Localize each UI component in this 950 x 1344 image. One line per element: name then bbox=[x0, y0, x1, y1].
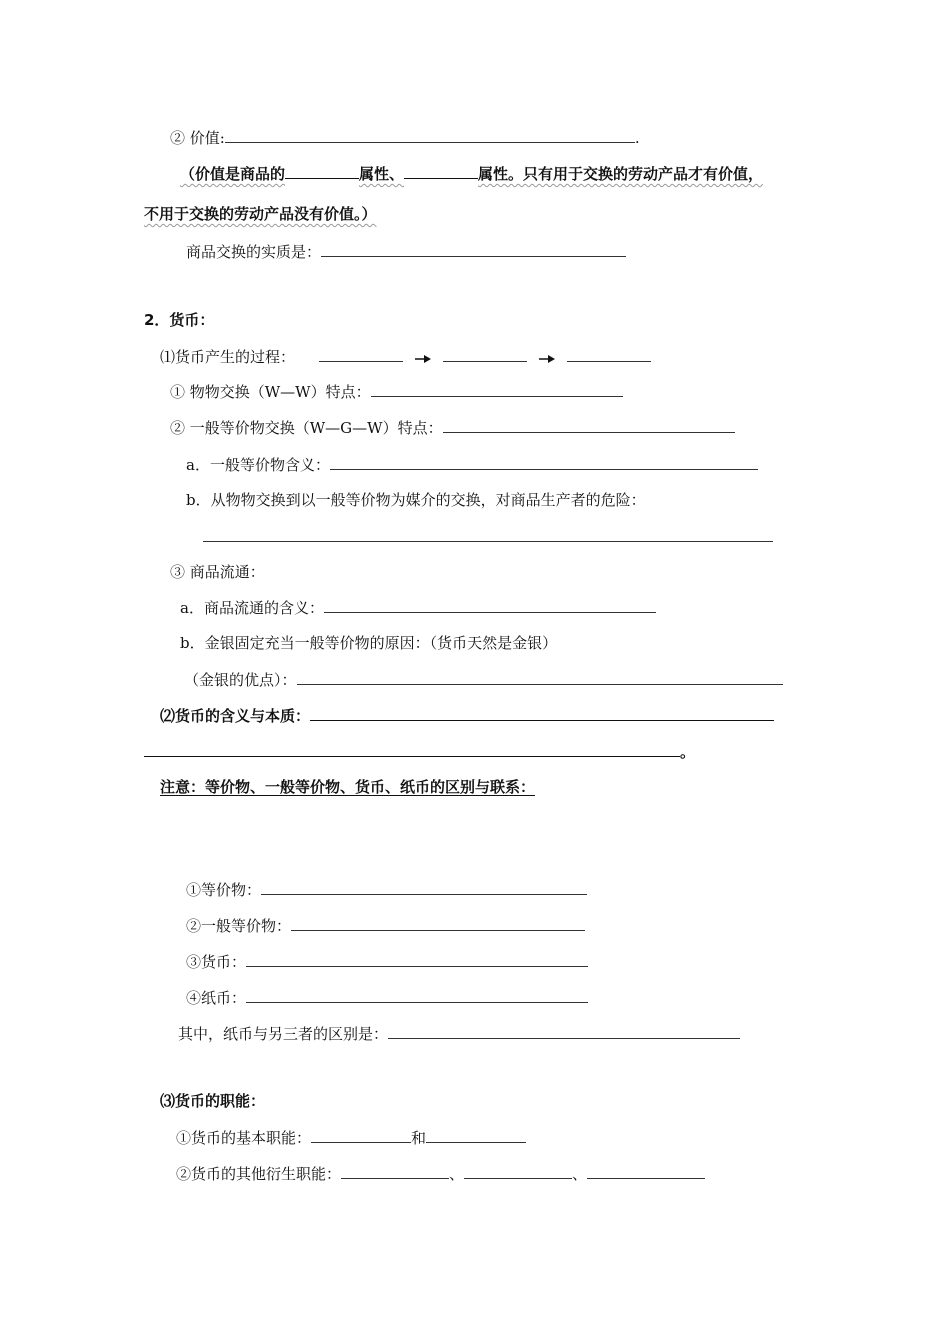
general-equivalent-blank[interactable] bbox=[291, 915, 585, 931]
gold-silver-reason-line: b．金银固定充当一般等价物的原因：（货币天然是金银） bbox=[180, 634, 558, 652]
origin-stage-blank-3[interactable] bbox=[567, 346, 651, 362]
origin-stage-blank-1[interactable] bbox=[319, 346, 403, 362]
money-essence-line: ⑵货币的含义与本质： bbox=[160, 705, 774, 725]
currency-blank[interactable] bbox=[246, 951, 588, 967]
producer-risk-answer-line bbox=[203, 526, 773, 546]
derived-function-blank-1[interactable] bbox=[341, 1163, 449, 1179]
circulation-meaning-blank[interactable] bbox=[324, 597, 656, 613]
derived-function-blank-2[interactable] bbox=[464, 1163, 572, 1179]
basic-functions-line: ①货币的基本职能： 和 bbox=[176, 1127, 526, 1147]
paper-money-difference-blank[interactable] bbox=[388, 1023, 740, 1039]
producer-risk-line: b．从物物交换到以一般等价物为媒介的交换，对商品生产者的危险： bbox=[186, 491, 646, 509]
value-attribute-blank-1[interactable] bbox=[285, 163, 359, 179]
basic-function-blank-1[interactable] bbox=[311, 1127, 411, 1143]
money-functions-heading: ⑶货币的职能： bbox=[160, 1092, 266, 1110]
producer-risk-blank[interactable] bbox=[203, 526, 773, 542]
money-essence-blank[interactable] bbox=[310, 705, 774, 721]
right-arrow-icon bbox=[527, 348, 567, 368]
section-2-heading: 2．货币： bbox=[144, 311, 215, 329]
exchange-essence-line: 商品交换的实质是： bbox=[186, 241, 626, 261]
value-line: ② 价值: . bbox=[170, 129, 640, 147]
value-note-line: （价值是商品的 属性、 属性。只有用于交换的劳动产品才有价值， bbox=[180, 165, 764, 183]
general-equivalent-exchange-line: ② 一般等价物交换（W—G—W）特点： bbox=[170, 417, 735, 437]
value-attribute-blank-2[interactable] bbox=[404, 163, 478, 179]
currency-line: ③货币： bbox=[186, 951, 588, 971]
paper-money-difference-line: 其中，纸币与另三者的区别是： bbox=[178, 1023, 740, 1043]
note-heading: 注意：等价物、一般等价物、货币、纸币的区别与联系： bbox=[160, 778, 536, 796]
general-equivalent-exchange-blank[interactable] bbox=[443, 417, 735, 433]
general-equivalent-meaning-blank[interactable] bbox=[330, 454, 758, 470]
barter-blank[interactable] bbox=[371, 381, 623, 397]
commodity-circulation-heading: ③ 商品流通： bbox=[170, 563, 265, 581]
gold-silver-advantage-line: （金银的优点）： bbox=[184, 669, 783, 689]
basic-function-blank-2[interactable] bbox=[426, 1127, 526, 1143]
value-note-line-2: 不用于交换的劳动产品没有价值。） bbox=[144, 205, 377, 223]
value-label: ② 价值: bbox=[170, 129, 225, 147]
gold-silver-advantage-blank[interactable] bbox=[297, 669, 783, 685]
money-essence-blank-2[interactable] bbox=[144, 741, 680, 757]
general-equivalent-line: ②一般等价物： bbox=[186, 915, 585, 935]
right-arrow-icon bbox=[403, 348, 443, 368]
equivalent-line: ①等价物： bbox=[186, 879, 587, 899]
general-equivalent-meaning-line: a．一般等价物含义： bbox=[186, 454, 758, 474]
derived-function-blank-3[interactable] bbox=[587, 1163, 705, 1179]
paper-money-line: ④纸币： bbox=[186, 987, 588, 1007]
origin-stage-blank-2[interactable] bbox=[443, 346, 527, 362]
value-blank[interactable] bbox=[225, 127, 635, 143]
circulation-meaning-line: a．商品流通的含义： bbox=[180, 597, 656, 617]
paper-money-blank[interactable] bbox=[246, 987, 588, 1003]
money-essence-line-2: 。 bbox=[144, 741, 695, 761]
barter-line: ① 物物交换（W—W）特点： bbox=[170, 381, 623, 401]
derived-functions-line: ②货币的其他衍生职能： 、 、 bbox=[176, 1163, 705, 1183]
exchange-essence-blank[interactable] bbox=[321, 241, 626, 257]
equivalent-blank[interactable] bbox=[261, 879, 587, 895]
money-origin-line: ⑴货币产生的过程： bbox=[160, 346, 651, 366]
